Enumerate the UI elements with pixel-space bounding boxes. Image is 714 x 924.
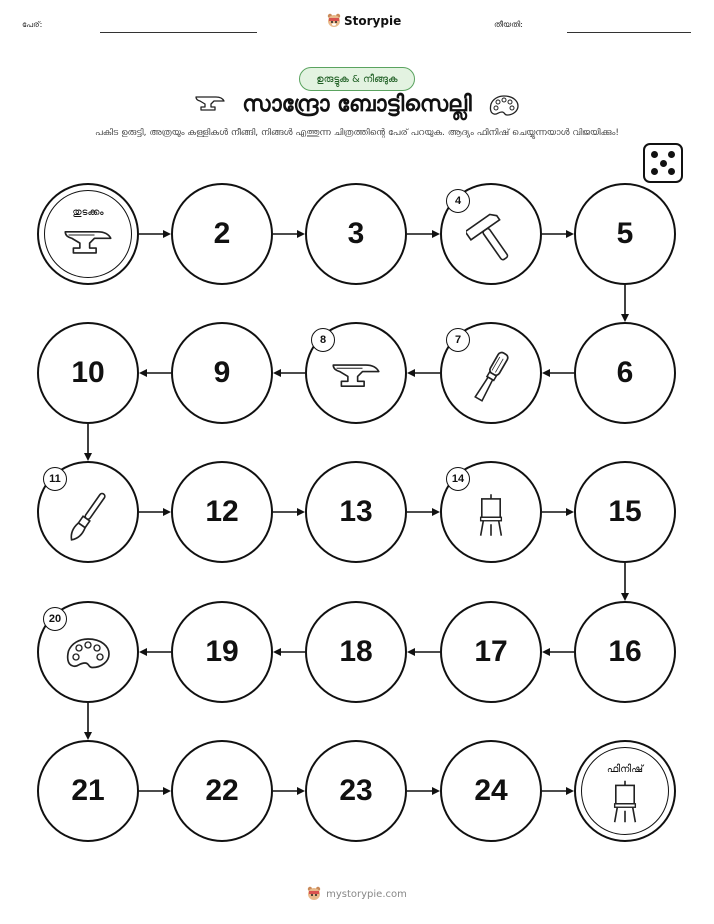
arrow-head xyxy=(273,648,281,656)
anvil-icon xyxy=(62,225,114,263)
space-number: 5 xyxy=(616,217,634,250)
finish-space xyxy=(574,740,676,842)
board-space-3 xyxy=(305,183,407,285)
board-space-18 xyxy=(305,601,407,703)
arrow-head xyxy=(621,593,629,601)
chisel-icon xyxy=(471,347,511,411)
easel-icon xyxy=(607,779,643,829)
space-number: 3 xyxy=(347,217,365,250)
footer-url[interactable]: mystorypie.com xyxy=(326,888,407,900)
arrow-head xyxy=(432,787,440,795)
footer xyxy=(0,886,714,902)
space-number: 12 xyxy=(205,495,239,528)
arrow-head xyxy=(297,787,305,795)
space-number: 17 xyxy=(474,635,508,668)
board-space-15 xyxy=(574,461,676,563)
arrow-head xyxy=(163,787,171,795)
start-label: തുടക്കം xyxy=(72,207,104,218)
finish-label: ഫിനിഷ് xyxy=(606,764,644,775)
anvil-icon xyxy=(330,358,382,396)
easel-icon xyxy=(473,492,509,542)
arrow-head xyxy=(432,508,440,516)
arrow-head xyxy=(84,732,92,740)
arrow-head xyxy=(566,230,574,238)
page-title: സാന്ദ്രോ ബോട്ടിസെല്ലി xyxy=(242,92,472,117)
arrow-head xyxy=(621,314,629,322)
space-number-tag: 11 xyxy=(43,467,67,491)
space-number: 21 xyxy=(71,774,105,807)
date-label: തീയതി: xyxy=(494,20,523,29)
space-number-tag: 4 xyxy=(446,189,470,213)
arrow-head xyxy=(84,453,92,461)
space-number: 13 xyxy=(339,495,373,528)
space-number-tag: 8 xyxy=(311,328,335,352)
arrow-head xyxy=(432,230,440,238)
arrow-head xyxy=(407,369,415,377)
paintbrush-icon xyxy=(66,486,110,550)
space-number-tag: 7 xyxy=(446,328,470,352)
space-number: 23 xyxy=(339,774,373,807)
board-space-4 xyxy=(440,183,542,285)
brand-name: Storypie xyxy=(344,14,402,28)
board-space-13 xyxy=(305,461,407,563)
board-space-2 xyxy=(171,183,273,285)
arrow-head xyxy=(542,369,550,377)
space-number: 9 xyxy=(213,356,231,389)
board-space-22 xyxy=(171,740,273,842)
board-space-14 xyxy=(440,461,542,563)
start-space xyxy=(37,183,139,285)
name-label: പേര്: xyxy=(22,20,43,29)
space-number-tag: 20 xyxy=(43,607,67,631)
space-number: 15 xyxy=(608,495,642,528)
game-type-badge: ഉരുട്ടുക & നീങ്ങുക xyxy=(299,67,415,91)
hammer-icon xyxy=(466,210,516,270)
arrow-head xyxy=(163,508,171,516)
space-number-tag: 14 xyxy=(446,467,470,491)
instructions: പകിട ഉരുട്ടി, അത്രയും കള്ളികൾ നീങ്ങി, നിങ്ങൾ എത്തുന്ന ചിത്രത്തിന്റെ പേര് പറയുക. ആദ്യം ഫിനിഷ് ചെയ്യുന്നയാൾ വിജയിക്കും! xyxy=(95,128,619,138)
storypie-mascot-icon xyxy=(307,886,321,902)
space-number: 24 xyxy=(474,774,508,807)
arrow-head xyxy=(297,230,305,238)
arrow-head xyxy=(566,508,574,516)
board-space-8 xyxy=(305,322,407,424)
board-space-12 xyxy=(171,461,273,563)
arrow-head xyxy=(566,787,574,795)
arrow-head xyxy=(297,508,305,516)
space-number: 6 xyxy=(616,356,634,389)
board-space-10 xyxy=(37,322,139,424)
board-space-7 xyxy=(440,322,542,424)
board-space-6 xyxy=(574,322,676,424)
arrow-head xyxy=(407,648,415,656)
arrow-head xyxy=(139,369,147,377)
arrow-head xyxy=(163,230,171,238)
space-number: 10 xyxy=(71,356,105,389)
arrow-head xyxy=(542,648,550,656)
space-number: 19 xyxy=(205,635,239,668)
board-space-24 xyxy=(440,740,542,842)
space-number: 18 xyxy=(339,635,373,668)
board-space-20 xyxy=(37,601,139,703)
board-space-16 xyxy=(574,601,676,703)
space-number: 16 xyxy=(608,635,642,668)
space-number: 22 xyxy=(205,774,239,807)
palette-icon xyxy=(63,636,113,676)
board-space-19 xyxy=(171,601,273,703)
board-space-9 xyxy=(171,322,273,424)
board-space-17 xyxy=(440,601,542,703)
board-space-11 xyxy=(37,461,139,563)
arrow-head xyxy=(139,648,147,656)
arrow-head xyxy=(273,369,281,377)
space-number: 2 xyxy=(213,217,231,250)
board-space-21 xyxy=(37,740,139,842)
board-space-23 xyxy=(305,740,407,842)
board-space-5 xyxy=(574,183,676,285)
